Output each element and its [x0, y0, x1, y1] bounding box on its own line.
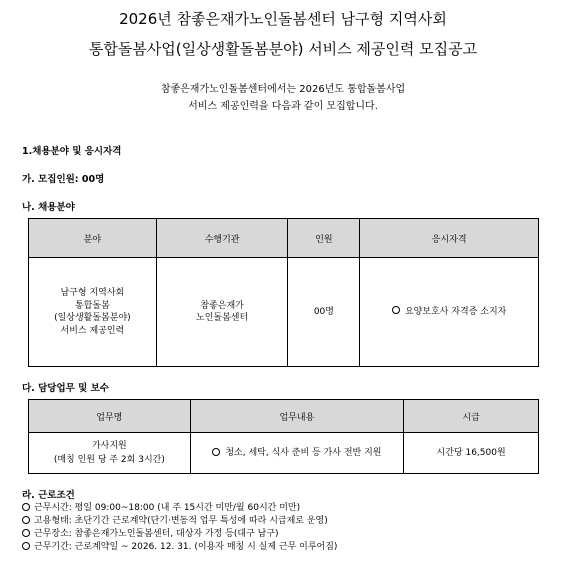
circle-bullet-icon — [392, 306, 400, 314]
section-duty-pay: 다. 담당업무 및 보수 — [22, 383, 109, 394]
section-recruit-count: 가. 모집인원: 00명 — [22, 174, 105, 185]
task-line: (매칭 인원 당 주 2회 3시간) — [53, 455, 165, 465]
table-header: 응시자격 — [360, 219, 539, 258]
circle-bullet-icon — [22, 542, 30, 550]
intro-line2: 서비스 제공인력을 다음과 같이 모집합니다. — [188, 101, 378, 112]
section-recruit-category: 나. 채용분야 — [22, 202, 75, 213]
recruit-field-table — [28, 218, 539, 367]
circle-bullet-icon — [22, 529, 30, 537]
wage-cell: 시간당 16,500원 — [404, 433, 539, 474]
table-header: 업무내용 — [190, 400, 404, 433]
duty-pay-table — [28, 399, 539, 474]
org-line: 참좋은재가 — [200, 300, 244, 311]
table-header: 시급 — [404, 400, 539, 433]
field-line: 남구형 지역사회 — [60, 288, 125, 298]
field-line: 서비스 제공인력 — [60, 325, 125, 336]
condition-item: 고용형태: 초단기간 근로계약(단기·변동적 업무 특성에 따라 시급제로 운영) — [22, 515, 328, 528]
task-cell — [29, 433, 191, 474]
circle-bullet-icon — [22, 503, 30, 511]
notice-title-line1: 2026년 참좋은재가노인돌봄센터 남구형 지역사회 — [119, 10, 447, 28]
field-line: 통합돌봄 — [74, 300, 110, 311]
section-recruit-field: 1.채용분야 및 응시자격 — [22, 146, 122, 157]
count-cell: 00명 — [288, 258, 360, 367]
content-text: 청소, 세탁, 식사 준비 등 가사 전반 지원 — [225, 448, 382, 458]
intro-line1: 참좋은재가노인돌봄센터에서는 2026년도 통합돌봄사업 — [160, 84, 406, 95]
field-line: (일상생활돌봄분야) — [54, 313, 131, 323]
field-cell — [29, 258, 157, 367]
condition-item: 근무기간: 근로계약일 ~ 2026. 12. 31. (이용자 매칭 시 실제 근무 이루어짐) — [22, 541, 337, 554]
org-cell — [156, 258, 288, 367]
table-header: 업무명 — [29, 400, 191, 433]
circle-bullet-icon — [212, 448, 220, 456]
condition-item: 근무장소: 참좋은재가노인돌봄센터, 대상자 가정 등(대구 남구) — [22, 528, 279, 541]
notice-title-line2: 통합돌봄사업(일상생활돌봄분야) 서비스 제공인력 모집공고 — [88, 40, 478, 58]
qualification-cell — [360, 258, 539, 367]
section-work-conditions: 라. 근로조건 — [22, 490, 75, 501]
task-line: 가사지원 — [91, 441, 127, 451]
circle-bullet-icon — [22, 516, 30, 524]
org-line: 노인돌봄센터 — [196, 313, 249, 323]
content-cell — [190, 433, 404, 474]
table-header: 수행기관 — [156, 219, 288, 258]
condition-item: 근무시간: 평일 09:00~18:00 (내 주 15시간 미만/월 60시간 미만) — [22, 502, 300, 515]
table-header: 분야 — [29, 219, 157, 258]
qualification-text: 요양보호사 자격증 소지자 — [404, 306, 507, 317]
table-header: 인원 — [288, 219, 360, 258]
